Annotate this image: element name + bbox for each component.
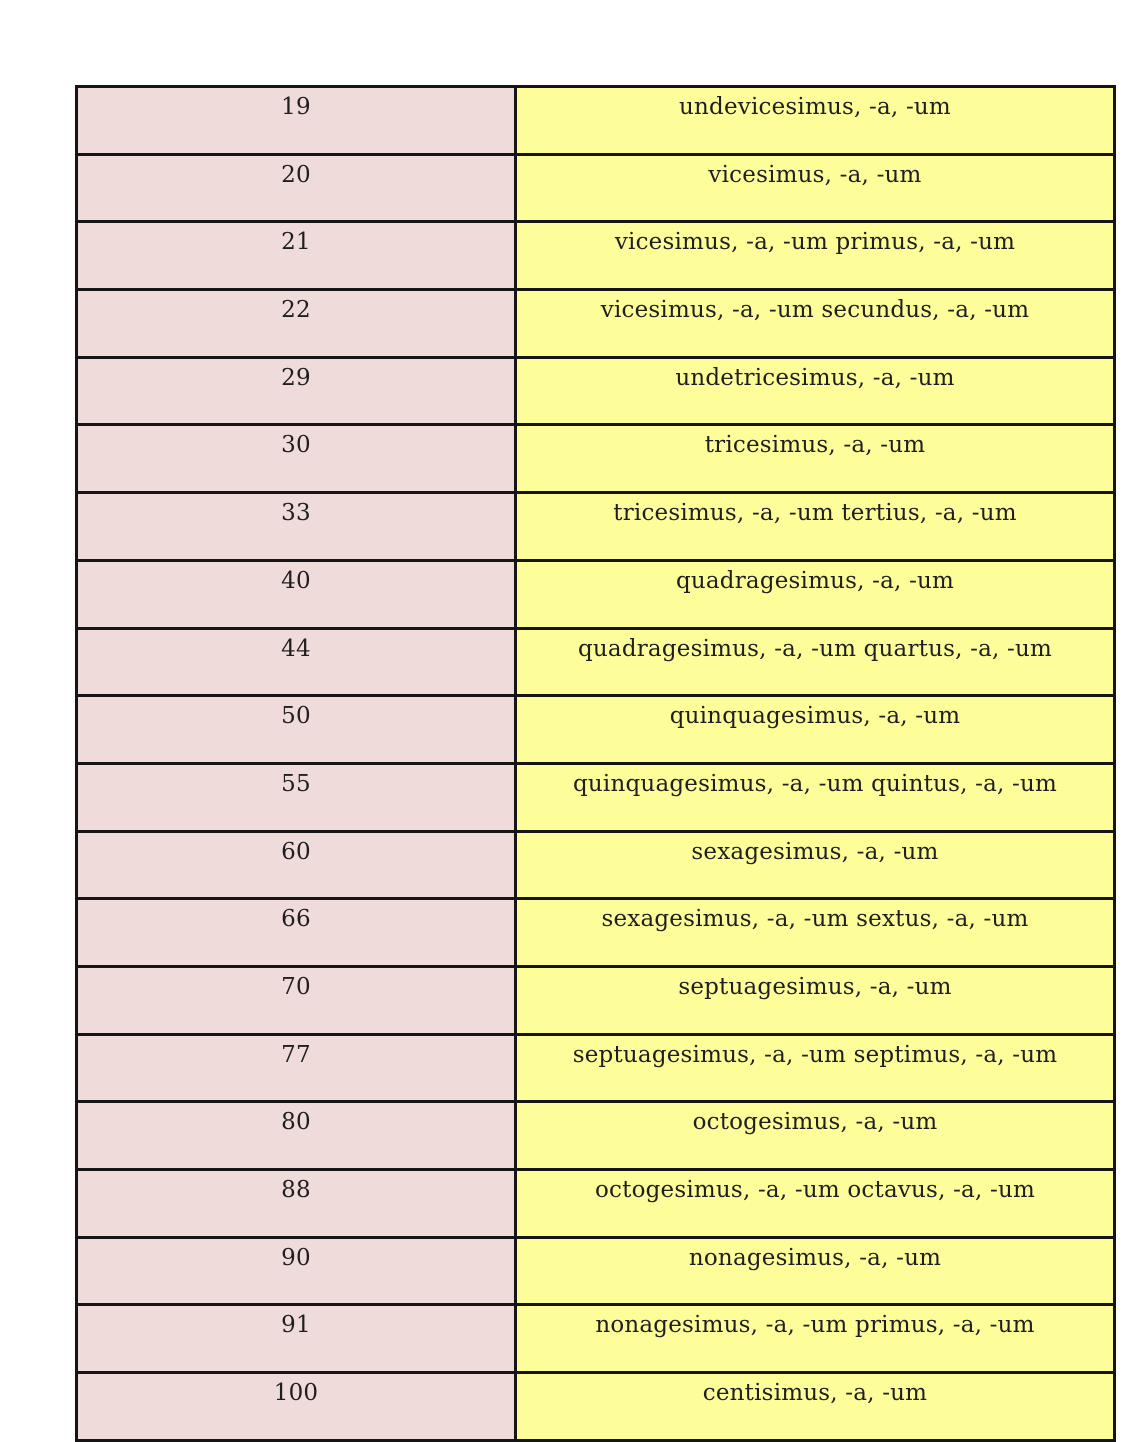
ordinal-cell: tricesimus, -a, -um <box>516 425 1115 493</box>
ordinal-cell: quinquagesimus, -a, -um quintus, -a, -um <box>516 763 1115 831</box>
table-row <box>77 763 1115 831</box>
number-cell: 66 <box>77 899 516 967</box>
ordinal-cell: tricesimus, -a, -um tertius, -a, -um <box>516 493 1115 561</box>
number-cell: 40 <box>77 560 516 628</box>
number-cell: 44 <box>77 628 516 696</box>
number-cell: 70 <box>77 966 516 1034</box>
table-row <box>77 425 1115 493</box>
number-cell: 21 <box>77 222 516 290</box>
ordinal-cell: undetricesimus, -a, -um <box>516 357 1115 425</box>
number-cell: 55 <box>77 763 516 831</box>
table-row <box>77 1034 1115 1102</box>
number-cell: 22 <box>77 290 516 358</box>
ordinal-cell: septuagesimus, -a, -um septimus, -a, -um <box>516 1034 1115 1102</box>
number-cell: 20 <box>77 154 516 222</box>
ordinal-cell: nonagesimus, -a, -um <box>516 1237 1115 1305</box>
number-cell: 30 <box>77 425 516 493</box>
number-cell: 29 <box>77 357 516 425</box>
ordinal-cell: vicesimus, -a, -um secundus, -a, -um <box>516 290 1115 358</box>
number-cell: 91 <box>77 1305 516 1373</box>
number-cell: 80 <box>77 1102 516 1170</box>
table-row <box>77 222 1115 290</box>
ordinal-cell: octogesimus, -a, -um octavus, -a, -um <box>516 1170 1115 1238</box>
table-row <box>77 1373 1115 1441</box>
number-cell: 50 <box>77 696 516 764</box>
ordinal-cell: quinquagesimus, -a, -um <box>516 696 1115 764</box>
ordinal-cell: nonagesimus, -a, -um primus, -a, -um <box>516 1305 1115 1373</box>
number-cell: 33 <box>77 493 516 561</box>
table-row <box>77 1102 1115 1170</box>
table-row <box>77 154 1115 222</box>
table-row <box>77 1237 1115 1305</box>
number-cell: 77 <box>77 1034 516 1102</box>
latin-ordinals-table <box>75 85 1116 1442</box>
table-row <box>77 1170 1115 1238</box>
table-row <box>77 87 1115 155</box>
ordinal-cell: octogesimus, -a, -um <box>516 1102 1115 1170</box>
ordinal-cell: quadragesimus, -a, -um quartus, -a, -um <box>516 628 1115 696</box>
ordinal-cell: vicesimus, -a, -um <box>516 154 1115 222</box>
number-cell: 60 <box>77 831 516 899</box>
table-row <box>77 966 1115 1034</box>
table-row <box>77 560 1115 628</box>
ordinal-cell: quadragesimus, -a, -um <box>516 560 1115 628</box>
number-cell: 90 <box>77 1237 516 1305</box>
table-row <box>77 1305 1115 1373</box>
table-row <box>77 831 1115 899</box>
table-row <box>77 628 1115 696</box>
number-cell: 88 <box>77 1170 516 1238</box>
ordinal-cell: undevicesimus, -a, -um <box>516 87 1115 155</box>
ordinal-cell: sexagesimus, -a, -um sextus, -a, -um <box>516 899 1115 967</box>
table-row <box>77 899 1115 967</box>
table-row <box>77 290 1115 358</box>
number-cell: 100 <box>77 1373 516 1441</box>
ordinal-cell: septuagesimus, -a, -um <box>516 966 1115 1034</box>
ordinal-cell: centisimus, -a, -um <box>516 1373 1115 1441</box>
ordinal-cell: vicesimus, -a, -um primus, -a, -um <box>516 222 1115 290</box>
table-row <box>77 493 1115 561</box>
table-row <box>77 696 1115 764</box>
number-cell: 19 <box>77 87 516 155</box>
table-row <box>77 357 1115 425</box>
ordinal-cell: sexagesimus, -a, -um <box>516 831 1115 899</box>
